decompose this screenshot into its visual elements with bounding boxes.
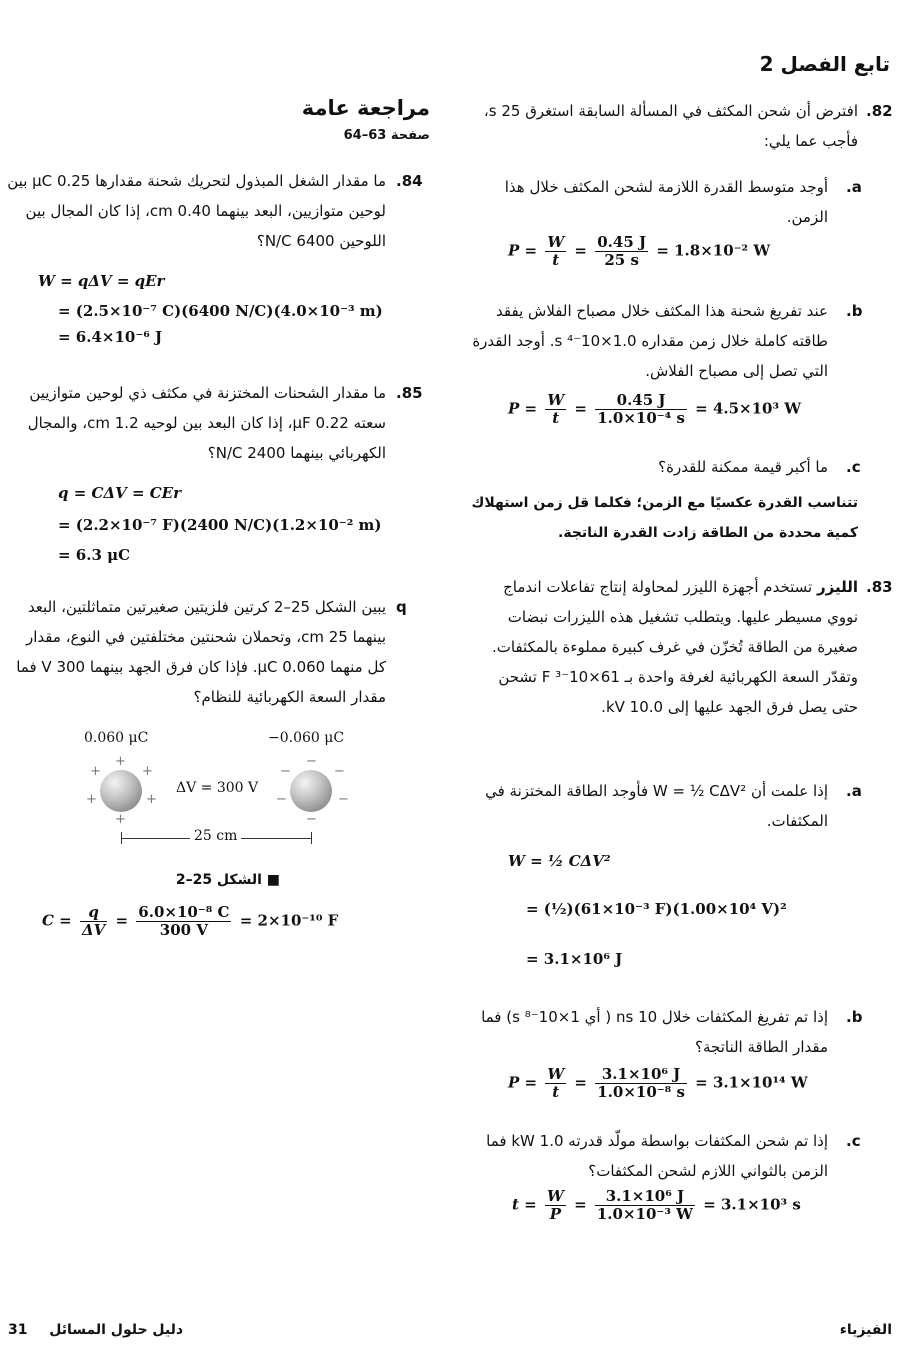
potential-difference-label: ΔV = 300 V bbox=[176, 780, 259, 796]
problem-84-eq2: = (2.5×10⁻⁷ C)(6400 N/C)(4.0×10⁻³ m) bbox=[58, 302, 383, 320]
charge-label-negative: −0.060 μC bbox=[268, 730, 345, 746]
review-pages: صفحة 63–64 bbox=[343, 128, 430, 143]
problem-83a-eq2: = (½)(61×10⁻³ F)(1.00×10⁴ V)² bbox=[526, 900, 787, 918]
positive-sphere bbox=[100, 770, 142, 812]
problem-84-eq1: W = qΔV = qEr bbox=[38, 272, 165, 290]
problem-82b-equation: P = $\frac{W}{t}$ = $\frac{0.45 J}{\text{1.0×10⁻⁴ s}}$ = 4.5×10³ W bbox=[508, 391, 802, 427]
review-title: مراجعة عامة bbox=[301, 96, 430, 120]
problem-84-number: .84 bbox=[396, 172, 423, 190]
problem-86-number: q bbox=[396, 598, 407, 616]
charge-label-positive: 0.060 μC bbox=[84, 730, 149, 746]
problem-82-text: افترض أن شحن المكثف في المسألة السابقة استغرق 25 s، فأجب عما يلي: bbox=[483, 102, 858, 150]
problem-86-text: يبين الشكل 25–2 كرتين فلزيتين صغيرتين متماثلتين، البعد بينهما 25 cm، وتحملان شحنتين مختلفتين في النوع، مقدار كل منهما 0.060 μC. فإذا كان فرق الجهد بينهما 300 V فما مقدار السعة الكهربائية للنظام؟ bbox=[16, 598, 386, 706]
footer-left bbox=[8, 1322, 183, 1338]
problem-83b-text: إذا تم تفريغ المكثفات خلال 10 ns ( أي 1×10⁻⁸ s) فما مقدار الطاقة الناتجة؟ bbox=[481, 1008, 828, 1056]
problem-85-number: .85 bbox=[396, 384, 423, 402]
chapter-header: تابع الفصل 2 bbox=[759, 52, 890, 76]
problem-85-eq1: q = CΔV = CEr bbox=[58, 484, 182, 502]
problem-83a-eq3: = 3.1×10⁶ J bbox=[526, 950, 623, 968]
problem-83c-letter: .c bbox=[846, 1132, 861, 1150]
problem-83a-eq1: W = ½ CΔV² bbox=[508, 852, 611, 870]
problem-84-text: ما مقدار الشغل المبذول لتحريك شحنة مقدارها 0.25 μC بين لوحين متوازيين، البعد بينهما 0.40 cm، إذا كان المجال بين اللوحين 6400 N/C؟ bbox=[7, 172, 386, 250]
page-number: 31 bbox=[8, 1322, 28, 1338]
problem-83a-text: إذا علمت أن W = ½ CΔV² فأوجد الطاقة المختزنة في المكثفات. bbox=[485, 782, 828, 830]
problem-82c-answer: تتناسب القدرة عكسيًا مع الزمن؛ فكلما قل زمن استهلاك كمية محددة من الطاقة زادت القدرة الناتجة. bbox=[471, 495, 858, 541]
negative-sphere bbox=[290, 770, 332, 812]
guide-title: دليل حلول المسائل bbox=[49, 1322, 184, 1338]
figure-25-2: 0.060 μC −0.060 μC + + + + + + ΔV = 300 V − − − − − − 25 cm bbox=[84, 730, 349, 844]
problem-83b-letter: .b bbox=[846, 1008, 863, 1026]
problem-83-number: .83 bbox=[866, 578, 893, 596]
problem-85-text: ما مقدار الشحنات المختزنة في مكثف ذي لوحين متوازيين سعته 0.22 μF، إذا كان البعد بين لوحيه 1.2 cm، والمجال الكهربائي بينهما 2400 N/C؟ bbox=[27, 384, 386, 462]
problem-82c-text: ما أكبر قيمة ممكنة للقدرة؟ bbox=[658, 458, 828, 476]
problem-82a-equation: P = $\frac{W}{t}$ = $\frac{0.45 J}{25 s}$ = 1.8×10⁻² W bbox=[508, 233, 771, 269]
problem-82b-text: عند تفريغ شحنة هذا المكثف خلال مصباح الفلاش يفقد طاقته كاملة خلال زمن مقداره 1.0×10⁻⁴ s. أوجد القدرة التي تصل إلى مصباح الفلاش. bbox=[472, 302, 828, 380]
problem-82b-letter: .b bbox=[846, 302, 863, 320]
problem-83b-equation: P = $\frac{W}{t}$ = $\frac{\text{3.1×10⁶ J}}{\text{1.0×10⁻⁸ s}}$ = 3.1×10¹⁴ W bbox=[508, 1065, 808, 1101]
problem-83c-equation: t = $\frac{W}{P}$ = $\frac{\text{3.1×10⁶ J}}{\text{1.0×10⁻³ W}}$ = 3.1×10³ s bbox=[512, 1187, 801, 1223]
problem-82c-letter: .c bbox=[846, 458, 861, 476]
problem-85-eq2: = (2.2×10⁻⁷ F)(2400 N/C)(1.2×10⁻² m) bbox=[58, 516, 382, 534]
problem-83c-text: إذا تم شحن المكثفات بواسطة مولّد قدرته 1.0 kW فما الزمن بالثواني اللازم لشحن المكثفات؟ bbox=[486, 1132, 828, 1180]
problem-86-equation: C = $\frac{q}{\Delta V}$ = $\frac{\text{6.0×10⁻⁸ C}}{300 V}$ = 2×10⁻¹⁰ F bbox=[42, 903, 339, 939]
problem-83-text: الليزر تستخدم أجهزة الليزر لمحاولة إنتاج تفاعلات اندماج نووي مسيطر عليها. ويتطلب تشغيل هذه الليزرات نبضات صغيرة من الطاقة تُخزّن في غرف كبيرة مملوءة بالمكثفات. وتقدّر السعة الكهربائية لغرفة واحدة بـ 61×10⁻³ F تشحن حتى يصل فرق الجهد عليها إلى 10.0 kV. bbox=[491, 578, 858, 716]
figure-caption: ■ الشكل 25–2 bbox=[175, 872, 280, 888]
problem-83a-letter: .a bbox=[846, 782, 862, 800]
distance-label: 25 cm bbox=[190, 828, 241, 844]
problem-84-eq3: = 6.4×10⁻⁶ J bbox=[58, 328, 163, 346]
footer-subject: الفيزياء bbox=[839, 1322, 892, 1338]
problem-82-number: .82 bbox=[866, 102, 893, 120]
problem-82a-letter: .a bbox=[846, 178, 862, 196]
problem-82a-text: أوجد متوسط القدرة اللازمة لشحن المكثف خلال هذا الزمن. bbox=[504, 178, 828, 226]
caption-bullet-icon: ■ bbox=[261, 872, 280, 888]
problem-85-eq3: = 6.3 μC bbox=[58, 546, 131, 564]
